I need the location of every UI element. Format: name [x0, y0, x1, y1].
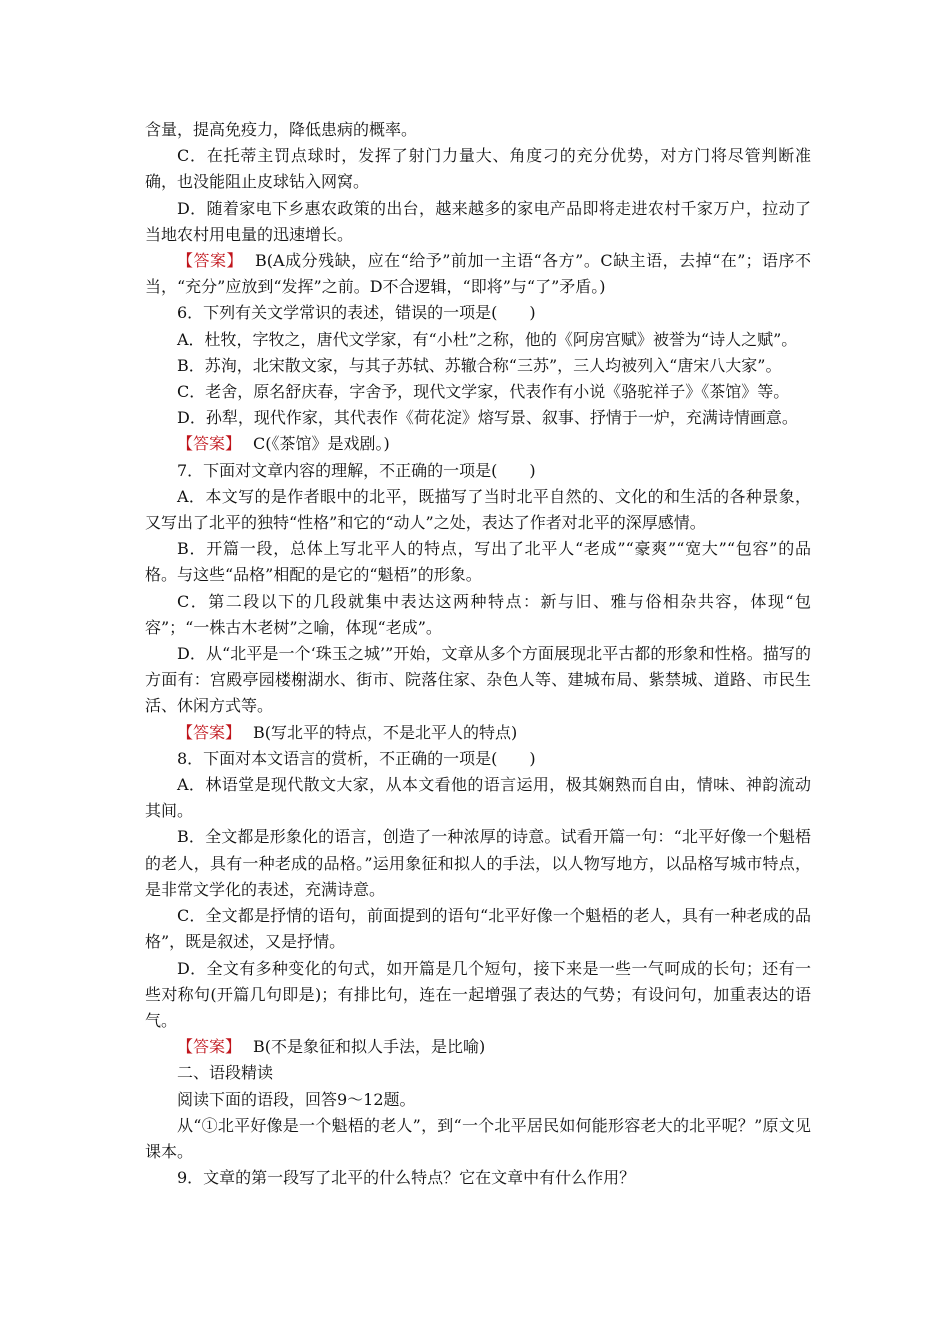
source-reference: 从“①北平好像是一个魁梧的老人”，到“一个北平居民如何能形容老大的北平呢？”原文见课本。 — [145, 1115, 811, 1161]
option-c: C．第二段以下的几段就集中表达这两种特点：新与旧、雅与俗相杂共容，体现“包容”；“一株古木老树”之喻，体现“老成”。 — [145, 591, 811, 637]
answer-text: B(写北平的特点，不是北平人的特点) — [253, 722, 518, 742]
answer-tag: 【答案】 — [177, 722, 242, 742]
option-d: D．随着家电下乡惠农政策的出台，越来越多的家电产品即将走进农村千家万户，拉动了当地农村用电量的迅速增长。 — [145, 198, 811, 244]
option-d: D．全文有多种变化的句式，如开篇是几个短句，接下来是一些一气呵成的长句；还有一些对称句(开篇几句即是)；有排比句，连在一起增强了表达的气势；有设问句，加重表达的语气。 — [145, 958, 811, 1030]
option-c: C．在托蒂主罚点球时，发挥了射门力量大、角度刁的充分优势，对方门将尽管判断准确，也没能阻止皮球钻入网窝。 — [145, 146, 811, 192]
option-a: A．林语堂是现代散文大家，从本文看他的语言运用，极其娴熟而自由，情味、神韵流动其间。 — [145, 775, 811, 821]
option-d: D．从“北平是一个‘珠玉之城’”开始，文章从多个方面展现北平古都的形象和性格。描写的方面有：宫殿亭园楼榭湖水、街市、院落住家、杂色人等、建城布局、紫禁城、道路、市民生活、休闲方式等。 — [145, 644, 811, 716]
question-7: 7．下面对文章内容的理解，不正确的一项是( ) — [177, 460, 536, 480]
answer-paragraph — [145, 248, 811, 300]
answer-tag: 【答案】 — [177, 434, 242, 454]
text-paragraph: 含量，提高免疫力，降低患病的概率。 — [145, 120, 418, 139]
option-d: D．孙犁，现代作家，其代表作《荷花淀》熔写景、叙事、抒情于一炉，充满诗情画意。 — [177, 408, 798, 428]
question-9: 9．文章的第一段写了北平的什么特点？它在文章中有什么作用？ — [177, 1168, 636, 1188]
section-instruction: 阅读下面的语段，回答9～12题。 — [177, 1089, 416, 1109]
answer-tag: 【答案】 — [177, 251, 244, 271]
document-page — [145, 117, 811, 1191]
option-b: B．开篇一段，总体上写北平人的特点，写出了北平人“老成”“豪爽”“宽大”“包容”的品格。与这些“品格”相配的是它的“魁梧”的形象。 — [145, 539, 811, 585]
question-6: 6．下列有关文学常识的表述，错误的一项是( ) — [177, 303, 536, 323]
section-heading: 二、语段精读 — [177, 1063, 274, 1083]
option-c: C．全文都是抒情的语句，前面提到的语句“北平好像一个魁梧的老人，具有一种老成的品格”，既是叙述，又是抒情。 — [145, 906, 811, 952]
option-a: A．杜牧，字牧之，唐代文学家，有“小杜”之称，他的《阿房宫赋》被誉为“诗人之赋”。 — [177, 329, 798, 349]
option-c: C．老舍，原名舒庆春，字舍予，现代文学家，代表作有小说《骆驼祥子》《茶馆》等。 — [177, 382, 790, 402]
answer-paragraph — [145, 720, 811, 746]
answer-tag: 【答案】 — [177, 1037, 242, 1057]
option-b: B．苏洵，北宋散文家，与其子苏轼、苏辙合称“三苏”，三人均被列入“唐宋八大家”。 — [177, 355, 782, 375]
option-b: B．全文都是形象化的语言，创造了一种浓厚的诗意。试看开篇一句：“北平好像一个魁梧的老人，具有一种老成的品格。”运用象征和拟人的手法，以人物写地方，以品格写城市特点，是非常文学化的表述，充满诗意。 — [145, 827, 811, 899]
answer-text: C(《茶馆》是戏剧。) — [253, 434, 390, 454]
answer-text: B(A成分残缺，应在“给予”前加一主语“各方”。C缺主语，去掉“在”；语序不当，“充分”应放到“发挥”之前。D不合逻辑，“即将”与“了”矛盾。) — [145, 251, 811, 297]
option-a: A．本文写的是作者眼中的北平，既描写了当时北平自然的、文化的和生活的各种景象，又写出了北平的独特“性格”和它的“动人”之处，表达了作者对北平的深厚感情。 — [145, 486, 811, 533]
answer-text: B(不是象征和拟人手法，是比喻) — [253, 1037, 486, 1057]
answer-paragraph — [145, 431, 811, 457]
answer-paragraph — [145, 1034, 811, 1060]
question-8: 8．下面对本文语言的赏析，不正确的一项是( ) — [177, 748, 536, 768]
